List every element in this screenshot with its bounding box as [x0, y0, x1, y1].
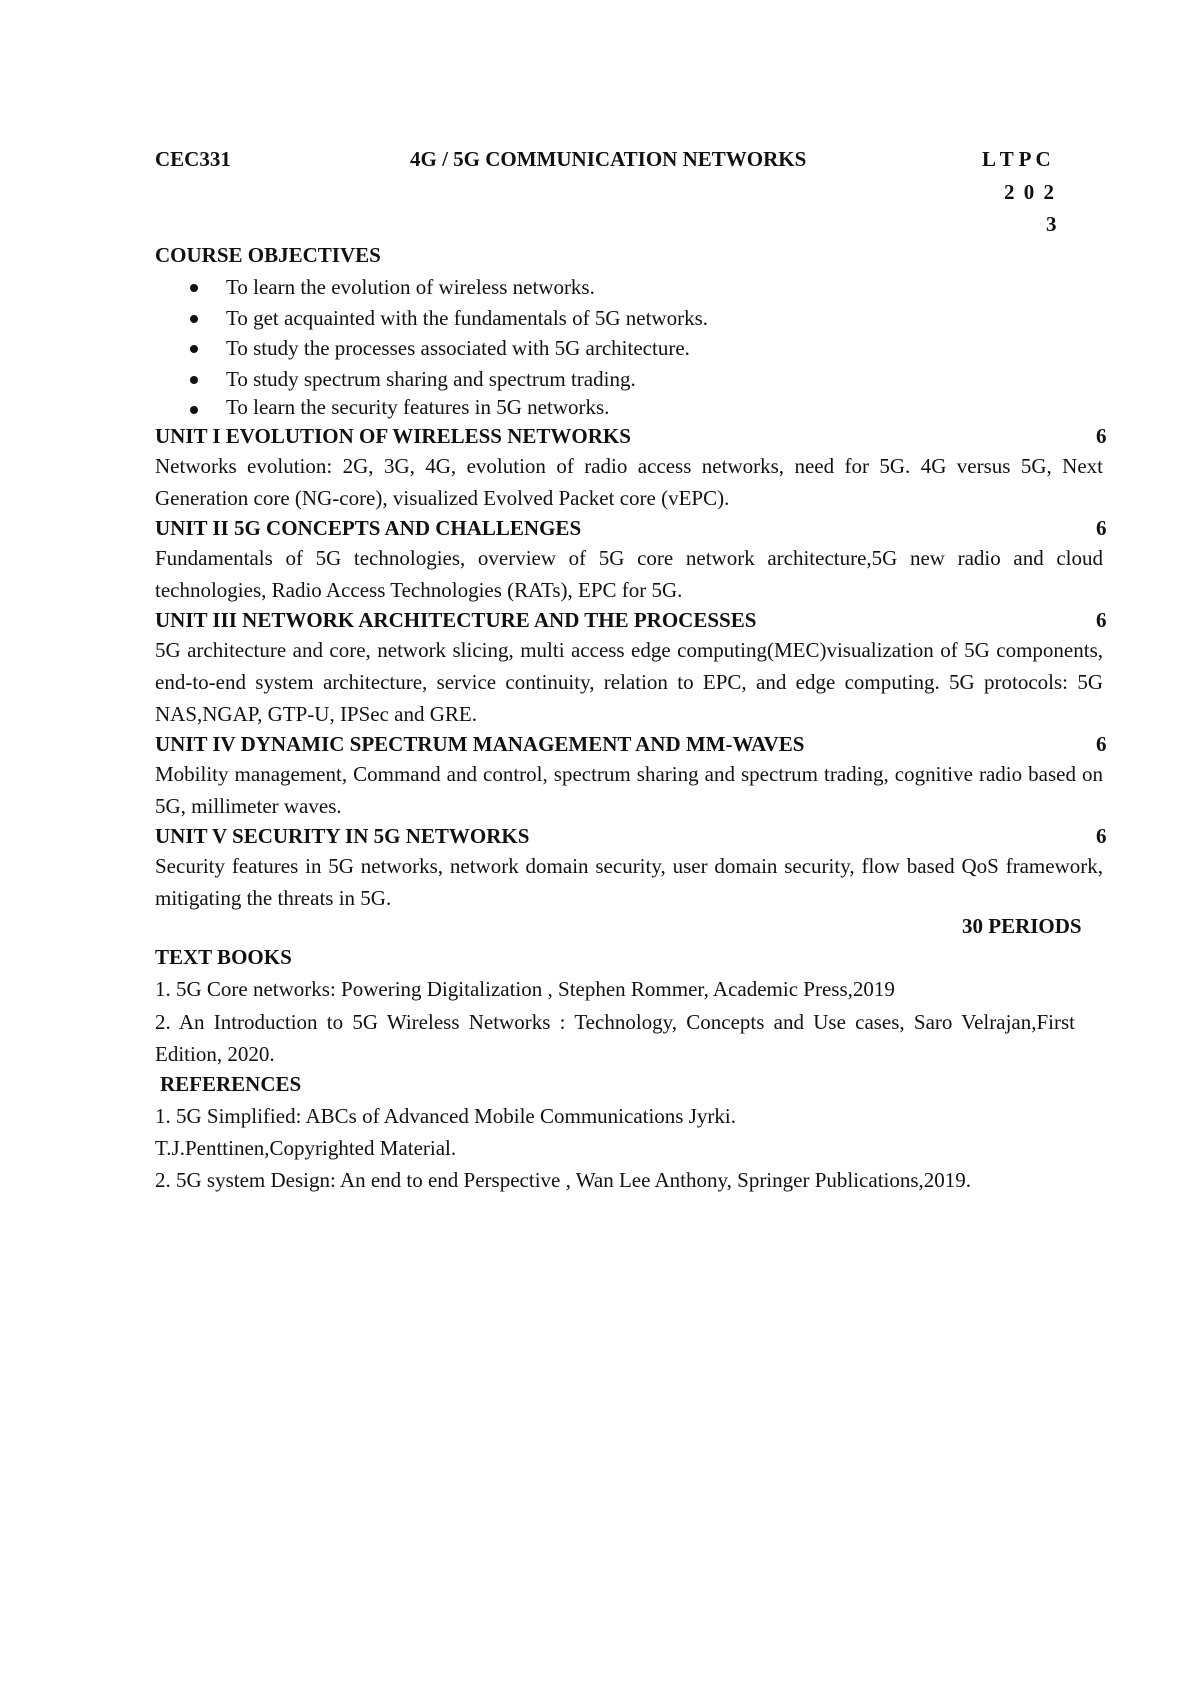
unit-4-content: Mobility management, Command and control, spectrum sharing and spectrum trading, cognitive radio based on 5G, millimeter waves. [155, 762, 1103, 818]
list-item: To get acquainted with the fundamentals of 5G networks. [190, 303, 708, 334]
unit-2-hours: 6 [1096, 516, 1107, 540]
unit-5-title: UNIT V SECURITY IN 5G NETWORKS [155, 824, 530, 848]
unit-5-hours: 6 [1096, 824, 1107, 848]
bullet-icon [190, 376, 198, 384]
course-code: CEC331 [155, 147, 231, 171]
unit-2-content: Fundamentals of 5G technologies, overview of 5G core network architecture,5G new radio and cloud technologies, Radio Access Technologies (RATs), EPC for 5G. [155, 546, 1103, 602]
unit-1-title: UNIT I EVOLUTION OF WIRELESS NETWORKS [155, 424, 631, 448]
unit-2-title: UNIT II 5G CONCEPTS AND CHALLENGES [155, 516, 582, 540]
text-book-item: 2. An Introduction to 5G Wireless Networks : Technology, Concepts and Use cases, Saro Velrajan,First Edition, 2020. [155, 1010, 1075, 1066]
list-item: To learn the security features in 5G networks. [190, 394, 708, 420]
reference-line: 1. 5G Simplified: ABCs of Advanced Mobile Communications Jyrki. [155, 1104, 736, 1128]
bullet-icon [190, 284, 198, 292]
total-periods: 30 PERIODS [962, 914, 1082, 938]
unit-4-hours: 6 [1096, 732, 1107, 756]
unit-3-hours: 6 [1096, 608, 1107, 632]
credits: 3 [1046, 212, 1057, 236]
objectives-list [190, 272, 708, 420]
bullet-icon [190, 406, 198, 414]
unit-5-content: Security features in 5G networks, network domain security, user domain security, flow based QoS framework, mitigating the threats in 5G. [155, 854, 1103, 910]
objectives-heading: COURSE OBJECTIVES [155, 243, 381, 267]
reference-line: T.J.Penttinen,Copyrighted Material. [155, 1136, 457, 1160]
ltpc-values: 2 0 2 [1004, 180, 1056, 204]
list-item: To study spectrum sharing and spectrum trading. [190, 364, 708, 395]
bullet-icon [190, 345, 198, 353]
text-books-heading: TEXT BOOKS [155, 945, 292, 969]
unit-1-content: Networks evolution: 2G, 3G, 4G, evolution of radio access networks, need for 5G. 4G versus 5G, Next Generation core (NG-core), visualized Evolved Packet core (vEPC). [155, 454, 1103, 510]
references-heading: REFERENCES [160, 1072, 302, 1096]
unit-3-title: UNIT III NETWORK ARCHITECTURE AND THE PROCESSES [155, 608, 757, 632]
unit-3-content: 5G architecture and core, network slicing, multi access edge computing(MEC)visualization of 5G components, end-to-end system architecture, service continuity, relation to EPC, and edge computing. 5G protocols: 5G NAS,NGAP, GTP-U, IPSec and GRE. [155, 638, 1103, 726]
list-item: To study the processes associated with 5G architecture. [190, 333, 708, 364]
list-item: To learn the evolution of wireless networks. [190, 272, 708, 303]
unit-1-hours: 6 [1096, 424, 1107, 448]
reference-line: 2. 5G system Design: An end to end Perspective , Wan Lee Anthony, Springer Publications,2019. [155, 1168, 972, 1192]
bullet-icon [190, 315, 198, 323]
text-book-item: 1. 5G Core networks: Powering Digitalization , Stephen Rommer, Academic Press,2019 [155, 977, 895, 1001]
course-title: 4G / 5G COMMUNICATION NETWORKS [410, 147, 807, 171]
ltpc-label: L T P C [982, 147, 1051, 171]
unit-4-title: UNIT IV DYNAMIC SPECTRUM MANAGEMENT AND MM-WAVES [155, 732, 805, 756]
